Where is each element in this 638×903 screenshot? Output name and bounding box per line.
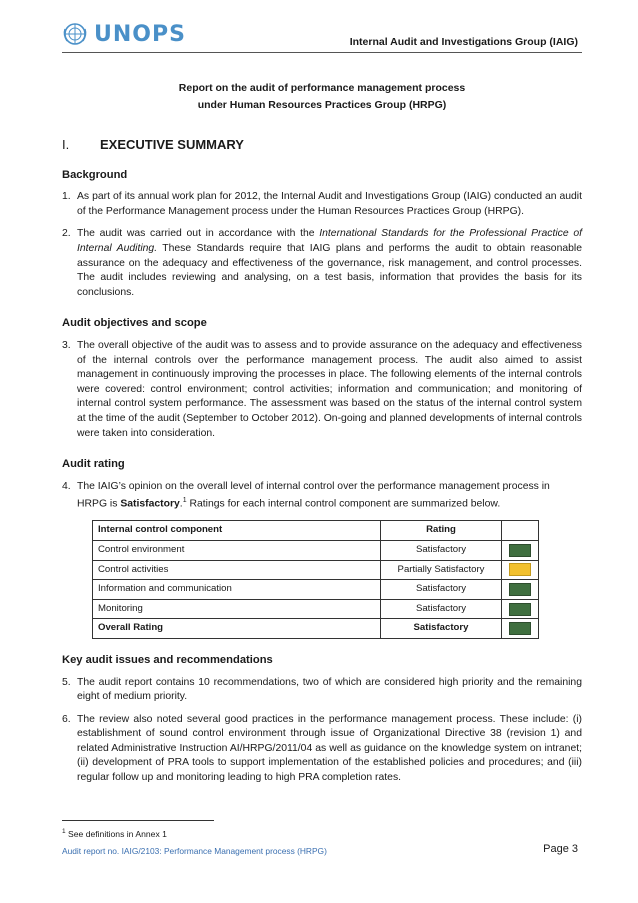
page-number: Page 3 — [543, 843, 578, 855]
header-component: Internal control component — [93, 521, 381, 541]
component-cell: Overall Rating — [93, 619, 381, 639]
component-cell: Control activities — [93, 560, 381, 580]
rating-heading: Audit rating — [62, 458, 125, 471]
header-rating: Rating — [381, 521, 502, 541]
paragraph-5 — [62, 676, 582, 705]
rating-swatch — [509, 583, 531, 596]
paragraph-number: 2. — [62, 228, 71, 240]
rating-table — [92, 520, 539, 639]
paragraph-2 — [62, 227, 582, 300]
rating-swatch — [509, 603, 531, 616]
paragraph-text: As part of its annual work plan for 2012, the Internal Audit and Investigations Group (IAIG) conducted an audit of the Performance Management process under the Human Resources Practices Group (HRPG). — [77, 191, 582, 217]
paragraph-number: 6. — [62, 713, 71, 725]
paragraph-text: The overall objective of the audit was to assess and to provide assurance on the adequacy and effectiveness of the internal controls over the performance management process. The audit also aimed to assist management in continuously improving the processes in place. The following elements of the internal controls were covered: control environment; control activities; information and communication; and monitoring of internal control system performance. The assessment was based on the status of the internal control system at the time of the audit (September to October 2012). On-going and planned developments of internal controls were taken into consideration. — [77, 339, 582, 439]
footer-report-ref: Audit report no. IAIG/2103: Performance Management process (HRPG) — [62, 846, 327, 856]
footnote-text: See definitions in Annex 1 — [65, 828, 167, 839]
standards-title: International Standards for the Professional Practice of Internal Auditing. — [77, 228, 582, 254]
background-heading: Background — [62, 168, 128, 181]
logo-wordmark: UNOPS — [94, 21, 186, 47]
table-row — [93, 580, 539, 600]
rating-cell: Satisfactory — [381, 580, 502, 600]
paragraph-4 — [62, 480, 582, 513]
component-cell: Monitoring — [93, 599, 381, 619]
rating-swatch — [509, 544, 531, 557]
paragraph-text: The IAIG’s opinion on the overall level of internal control over the performance management process in HRPG is Satisfactory.$^1$ Ratings for each internal control component are summarized below. — [77, 480, 550, 510]
paragraph-text — [77, 227, 582, 300]
table-row-overall — [93, 619, 539, 639]
footnote-divider — [62, 820, 214, 821]
rating-cell: Satisfactory — [381, 619, 502, 639]
un-emblem-icon — [62, 21, 88, 47]
header-divider — [62, 52, 582, 53]
issues-heading: Key audit issues and recommendations — [62, 653, 273, 666]
header-swatch — [502, 521, 539, 541]
table-row — [93, 560, 539, 580]
report-title-line2: under Human Resources Practices Group (HRPG) — [197, 99, 447, 111]
footnote-ref[interactable]: 1 — [182, 497, 187, 505]
paragraph-1 — [62, 190, 582, 219]
rating-cell: Satisfactory — [381, 540, 502, 560]
main-content — [62, 138, 582, 794]
paragraph-3 — [62, 339, 582, 441]
paragraph-number: 5. — [62, 676, 71, 688]
paragraph-number: 4. — [62, 480, 71, 492]
text-run: These Standards require that IAIG plans and performs the audit to obtain reasonable assurance on the adequacy and effectiveness of the governance, risk management, and control processes. The audit includes reviewing and analysing, on a test basis, information that provides the basis for its conclusions. — [77, 242, 582, 298]
header-title: Internal Audit and Investigations Group (IAIG) — [349, 36, 578, 48]
paragraph-text: The audit report contains 10 recommendations, two of which are considered high priority and the remaining eight of medium priority. — [77, 676, 582, 703]
paragraph-number: 1. — [62, 191, 71, 203]
paragraph-number: 3. — [62, 339, 71, 351]
paragraph-text: The review also noted several good practices in the performance management process. These include: (i) establishment of sound control environment through issue of Organizational Directive 38 (revision 1) and related Administrative Instruction AI/HRPG/2011/04 as well as guidance on the knowledge system on intranet; (ii) development of PRA tools to support implementation of the established policies and procedures; and (iii) regular follow up and monitoring leading to high PRA completion rates. — [77, 713, 582, 784]
table-row — [93, 599, 539, 619]
component-cell: Control environment — [93, 540, 381, 560]
rating-cell: Partially Satisfactory — [381, 560, 502, 580]
text-run: Ratings for each internal control component are summarized below. — [186, 498, 501, 510]
section-title: EXECUTIVE SUMMARY — [100, 137, 244, 152]
component-cell: Information and communication — [93, 580, 381, 600]
report-title — [62, 80, 582, 114]
paragraph-6 — [62, 713, 582, 786]
footnote-number: 1 — [62, 828, 66, 835]
table-header-row — [93, 521, 539, 541]
text-run: The audit was carried out in accordance with the — [77, 228, 320, 240]
rating-swatch — [509, 622, 531, 635]
text-run: The IAIG’s opinion on the overall level of internal control over the performance management process in HRPG is — [77, 480, 550, 510]
footnote — [62, 828, 167, 839]
table-row — [93, 540, 539, 560]
report-title-line1: Report on the audit of performance management process — [178, 82, 466, 94]
rating-swatch — [509, 563, 531, 576]
objectives-heading: Audit objectives and scope — [62, 317, 207, 330]
section-heading — [62, 138, 582, 153]
section-number: I. — [62, 137, 70, 152]
unops-logo — [62, 20, 186, 48]
overall-opinion: Satisfactory — [120, 498, 180, 510]
rating-cell: Satisfactory — [381, 599, 502, 619]
